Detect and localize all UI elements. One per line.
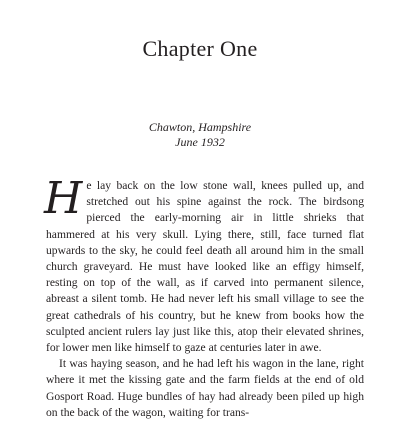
dateline-date: June 1932 xyxy=(175,135,225,149)
chapter-title: Chapter One xyxy=(142,36,258,61)
body-text xyxy=(44,173,364,421)
paragraph-first xyxy=(44,173,364,356)
drop-cap: H xyxy=(44,173,83,224)
dateline-place: Chawton, Hampshire xyxy=(148,120,252,134)
paragraph-first-text: e lay back on the low stone wall, knees pulled up, and stretched out his spine against the rock. The birdsong pierced the early-morning air in little shrieks that hammered at his very skull. Lying there, still, face turned flat upwards to the sky, he could feel death all around him in the small church graveyard. He must have looked like an effigy himself, resting on top of the wall, as if carved into permanent silence, abreast a silent tomb. He had never left his small village to see the great cathedrals of his country, but he knew from books how the sculpted ancient rulers lay just like this, atop their elevated shrines, for lower men like himself to gaze at centuries later in awe. xyxy=(46,179,364,355)
paragraph-second: It was haying season, and he had left his wagon in the lane, right where it met the kissing gate and the farm fields at the end of old Gosport Road. Huge bundles of hay had already been piled up high on the back of the wagon, waiting for trans- xyxy=(46,357,364,419)
dateline xyxy=(0,120,400,150)
